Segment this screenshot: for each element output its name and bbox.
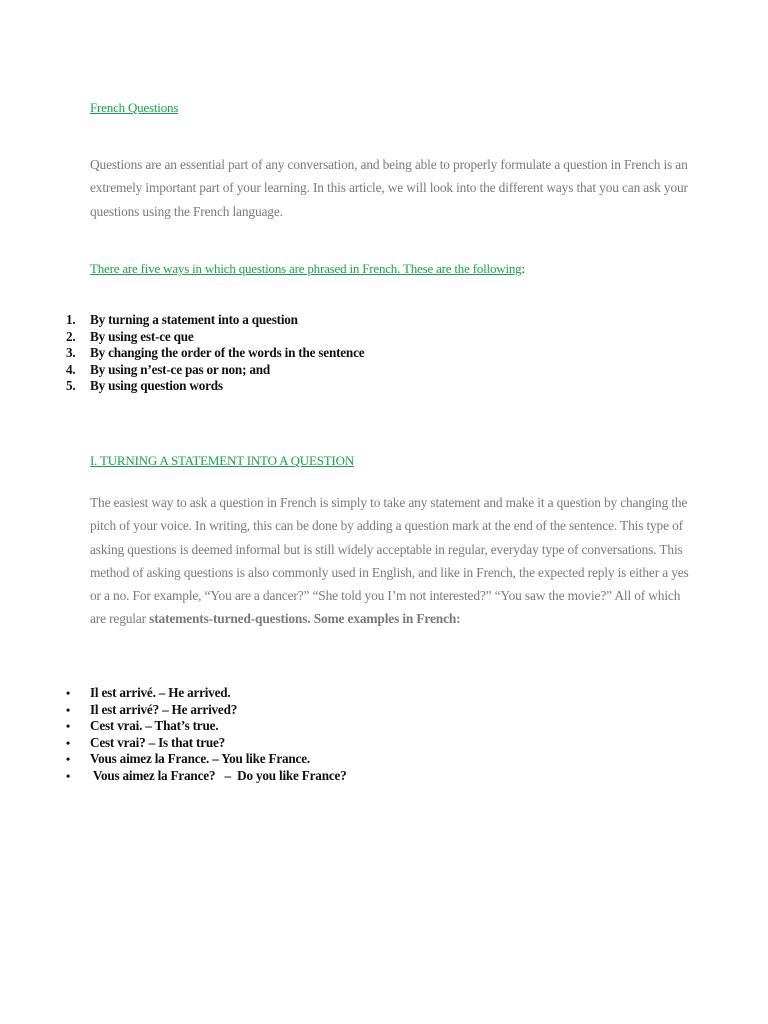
- bullet-icon: •: [66, 686, 71, 700]
- list-item-number: 4.: [66, 361, 76, 377]
- list-item-number: 1.: [66, 312, 76, 327]
- ways-heading-text: There are five ways in which questions are phrased in French. These are the following: [90, 261, 522, 276]
- list-item-number: 5.: [66, 378, 76, 394]
- document-title: French Questions: [90, 100, 179, 115]
- bullet-icon: •: [66, 768, 71, 783]
- intro-paragraph: [90, 153, 690, 223]
- list-item-text: Cest vrai. – That’s true.: [90, 718, 219, 734]
- section1-text: The easiest way to ask a question in French is simply to take any statement and make it a question by changing the pitch of your voice. In writing, this can be done by adding a question mark at the end of the sentence. This type of asking questions is deemed informal but is still widely acceptable in regular, everyday type of conversations. This method of asking questions is also commonly used in English, and like in French, the expected reply is either a yes or a no. For example, “You are a dancer?” “She told you I’m not interested?” “You saw the movie?” All of which are regular: [90, 495, 689, 627]
- list-item-text: By using est-ce que: [90, 328, 194, 344]
- ways-heading: [90, 261, 525, 277]
- bullet-icon: •: [66, 735, 71, 750]
- list-item-text: By using question words: [90, 378, 223, 394]
- intro-text: Questions are an essential part of any conversation, and being able to properly formulate a question in French is an extremely important part of your learning. In this article, we will look into the different ways that you can ask your questions using the French language.: [90, 157, 688, 219]
- list-item-text: Vous aimez la France? – Do you like France?: [90, 767, 347, 783]
- bullet-icon: •: [66, 752, 71, 767]
- list-item-text: By turning a statement into a question: [90, 312, 298, 327]
- list-item-text: By using n’est-ce pas or non; and: [90, 361, 271, 377]
- list-item-text: Cest vrai? – Is that true?: [90, 734, 226, 750]
- list-item-number: 3.: [66, 345, 76, 361]
- section1-text-bold: statements-turned-questions. Some examples in French:: [149, 611, 461, 627]
- list-item-text: By changing the order of the words in the sentence: [90, 345, 365, 361]
- bullet-icon: •: [66, 702, 71, 717]
- list-item-text: Il est arrivé? – He arrived?: [90, 701, 238, 717]
- list-item-number: 2.: [66, 328, 76, 344]
- bullet-icon: •: [66, 719, 71, 734]
- section1-paragraph: [90, 491, 690, 631]
- list-item-text: Il est arrivé. – He arrived.: [90, 685, 231, 700]
- ways-heading-colon: :: [521, 261, 525, 276]
- list-item-text: Vous aimez la France. – You like France.: [90, 751, 310, 767]
- section1-heading: I. TURNING A STATEMENT INTO A QUESTION: [90, 453, 355, 468]
